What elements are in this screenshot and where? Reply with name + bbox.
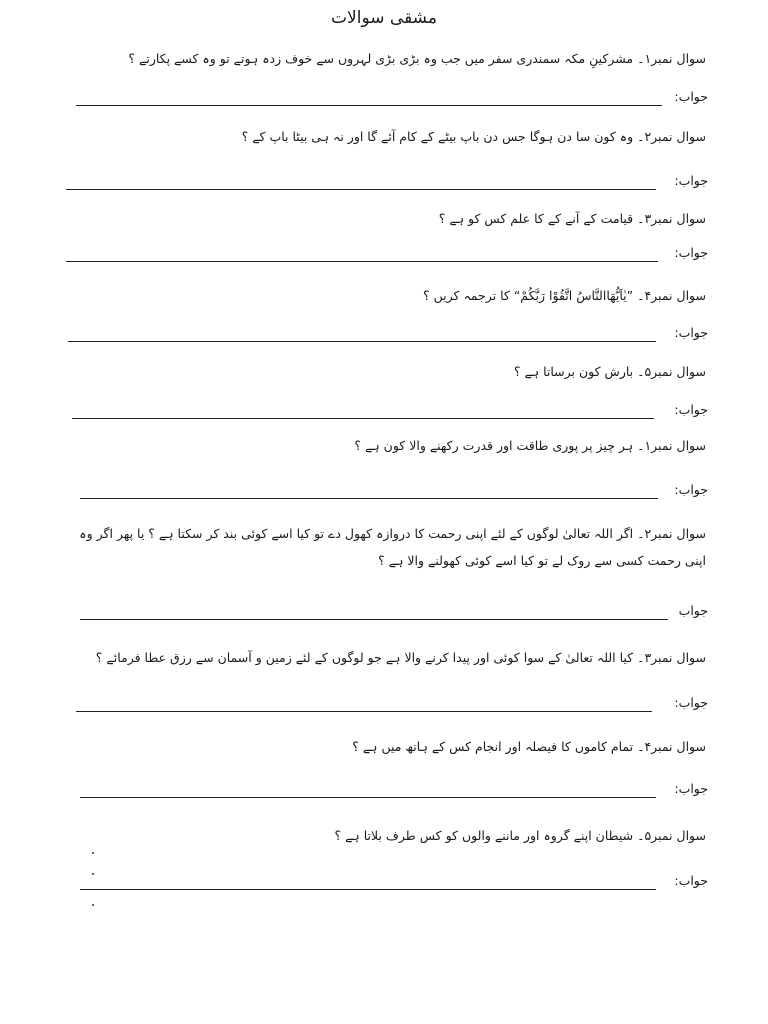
answer-5[interactable] (72, 401, 708, 419)
answer-label: جواب: (674, 873, 708, 888)
answer-label: جواب: (674, 325, 708, 340)
answer-line[interactable] (80, 498, 658, 499)
stray-mark (92, 904, 94, 906)
answer-8[interactable] (76, 694, 708, 712)
answer-4[interactable] (68, 324, 708, 342)
answer-label: جواب: (674, 245, 708, 260)
answer-label: جواب: (674, 402, 708, 417)
stray-mark (92, 873, 94, 875)
answer-line[interactable] (80, 797, 656, 798)
answer-label: جواب: (674, 89, 708, 104)
answer-line[interactable] (66, 189, 656, 190)
answer-3[interactable] (66, 244, 708, 262)
question-10-text: سوال نمبر۵۔ شیطان اپنے گروہ اور ماننے والوں کو کس طرف بلاتا ہے ؟ (334, 828, 706, 843)
question-3-text: سوال نمبر۳۔ قیامت کے آنے کے کا علم کس کو ہے ؟ (438, 211, 706, 226)
answer-line[interactable] (76, 105, 662, 106)
answer-line[interactable] (66, 261, 658, 262)
question-8-text: سوال نمبر۳۔ کیا اللہ تعالیٰ کے سوا کوئی اور پیدا کرنے والا ہے جو لوگوں کے لئے زمین و آسمان سے رزق عطا فرمائے ؟ (95, 650, 706, 665)
answer-label: جواب: (674, 173, 708, 188)
answer-2[interactable] (66, 172, 708, 190)
answer-label: جواب: (674, 695, 708, 710)
answer-line[interactable] (68, 341, 656, 342)
answer-label: جواب (678, 603, 708, 618)
answer-line[interactable] (72, 418, 654, 419)
answer-label: جواب: (674, 781, 708, 796)
answer-10[interactable] (80, 872, 708, 890)
answer-1[interactable] (76, 88, 708, 106)
question-9-text: سوال نمبر۴۔ تمام کاموں کا فیصلہ اور انجام کس کے ہاتھ میں ہے ؟ (352, 739, 706, 754)
answer-label: جواب: (674, 482, 708, 497)
question-6-text: سوال نمبر۱۔ ہر چیز پر پوری طاقت اور قدرت رکھنے والا کون ہے ؟ (354, 438, 706, 453)
answer-7[interactable] (80, 602, 708, 620)
question-7-text: سوال نمبر۲۔ اگر اللہ تعالیٰ لوگوں کے لئے اپنی رحمت کا دروازہ کھول دے تو کیا اسے کوئی بند کر سکتا ہے ؟ یا پھر اگر وہ اپنی رحمت کسی سے روک لے تو کیا اسے کوئی کھولنے والا ہے ؟ (79, 526, 706, 568)
page-title: مشقی سوالات (331, 8, 437, 28)
answer-line[interactable] (80, 889, 656, 890)
stray-mark (92, 852, 94, 854)
answer-9[interactable] (80, 780, 708, 798)
question-2-text: سوال نمبر۲۔ وہ کون سا دن ہوگا جس دن باپ بیٹے کے کام آئے گا اور نہ ہی بیٹا باپ کے ؟ (241, 129, 706, 144)
answer-line[interactable] (76, 711, 652, 712)
question-1-text: سوال نمبر۱۔ مشرکینِ مکہ سمندری سفر میں جب وہ بڑی بڑی لہروں سے خوف زدہ ہوتے تو وہ کسے پکارتے ؟ (128, 51, 706, 66)
answer-6[interactable] (80, 481, 708, 499)
question-4-text: سوال نمبر۴۔ ”یٰاَیُّھَاالنَّاسُ اتَّقُوْا رَبَّکُمْ“ کا ترجمہ کریں ؟ (423, 288, 706, 303)
question-5-text: سوال نمبر۵۔ بارش کون برساتا ہے ؟ (513, 364, 706, 379)
answer-line[interactable] (80, 619, 668, 620)
